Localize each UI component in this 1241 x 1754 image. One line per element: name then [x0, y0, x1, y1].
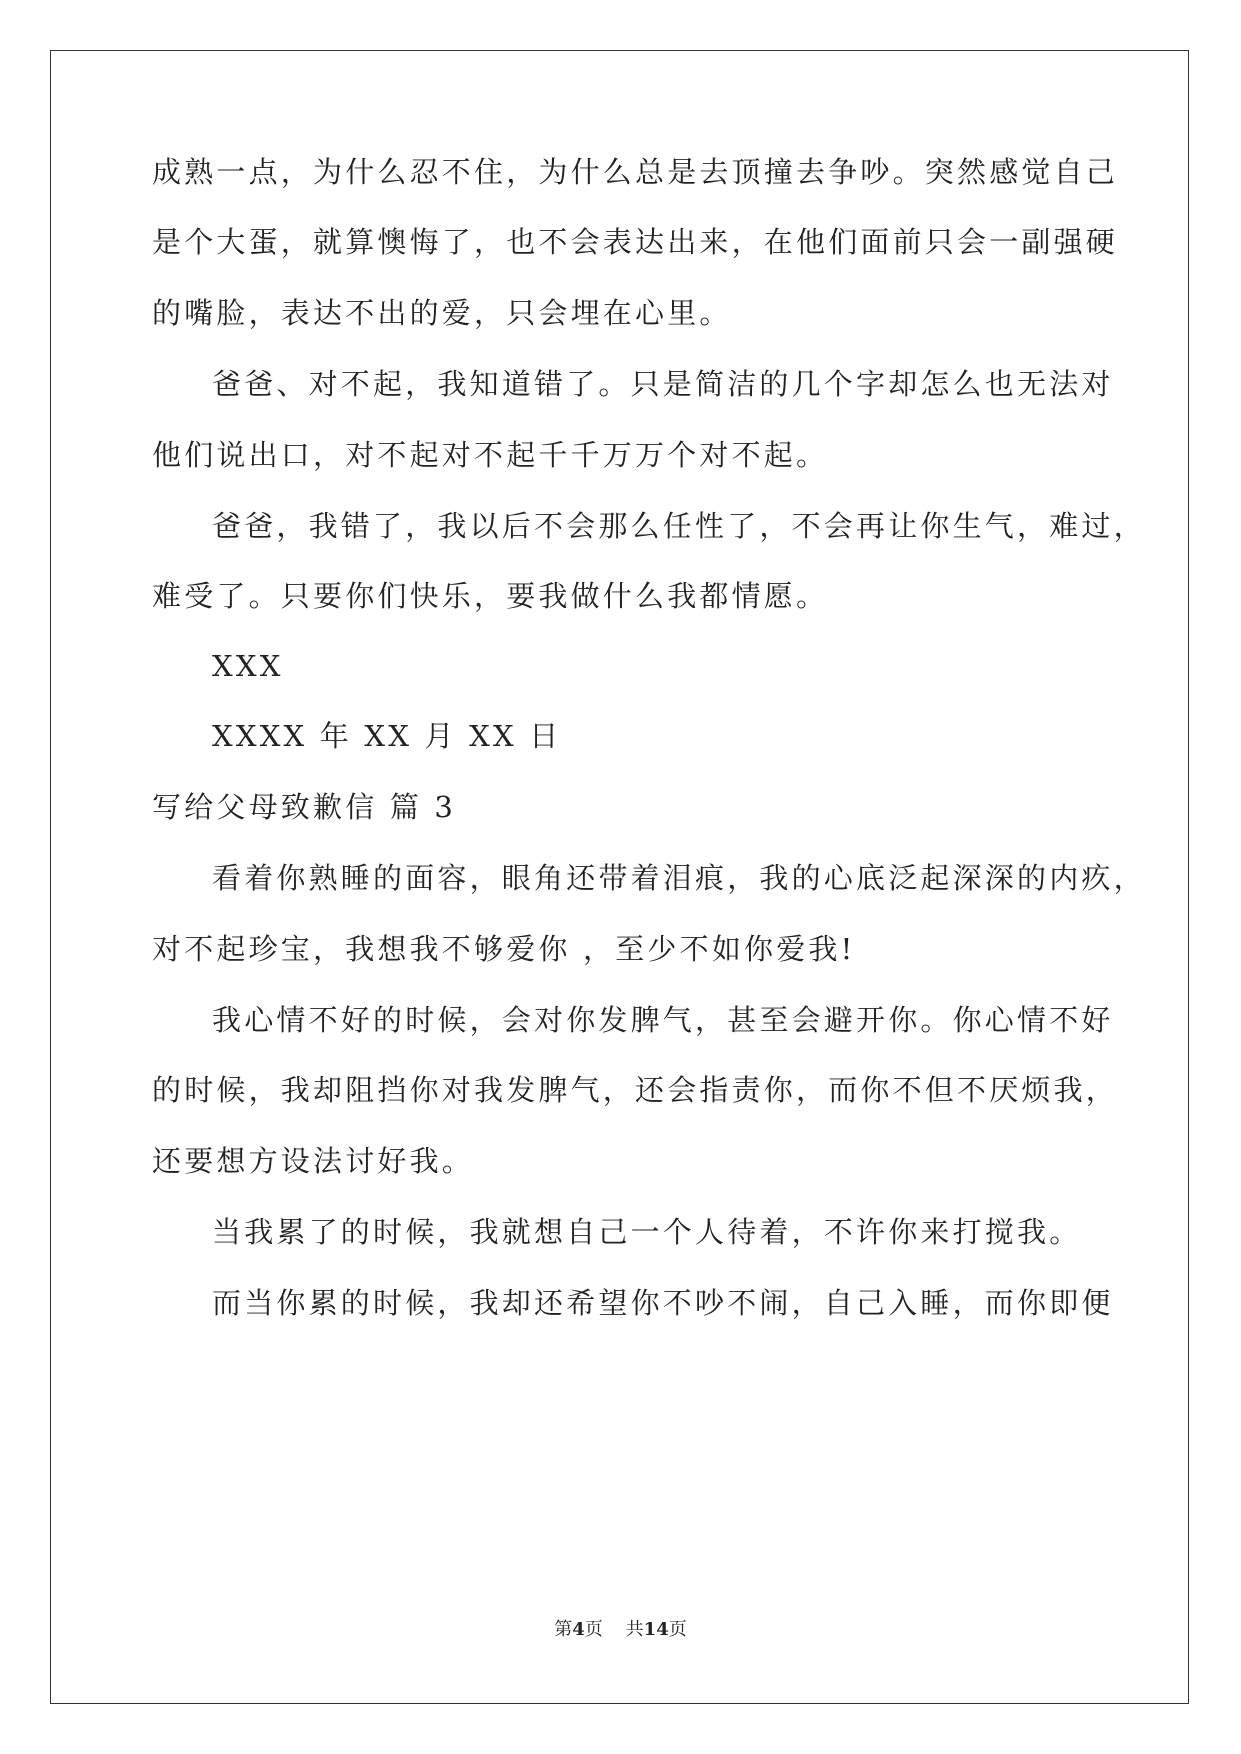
page-current: 4: [572, 1619, 585, 1640]
body-text-line: 对不起珍宝，我想我不够爱你 ，至少不如你爱我!: [152, 932, 856, 966]
body-text-line: 是个大蛋，就算懊悔了，也不会表达出来，在他们面前只会一副强硬: [152, 225, 1119, 259]
page-prefix: 第: [554, 1619, 573, 1640]
body-text-line: 爸爸，我错了，我以后不会那么任性了，不会再让你生气，难过，: [212, 509, 1146, 543]
body-text-line: 他们说出口，对不起对不起千千万万个对不起。: [152, 438, 829, 472]
signature-name: XXX: [212, 649, 284, 683]
body-text-line: 看着你熟睡的面容，眼角还带着泪痕，我的心底泛起深深的内疚，: [212, 861, 1146, 895]
body-text-line: 的嘴脸，表达不出的爱，只会埋在心里。: [152, 296, 732, 330]
body-text-line: 难受了。只要你们快乐，要我做什么我都情愿。: [152, 579, 829, 613]
body-text-line: 爸爸、对不起，我知道错了。只是简洁的几个字却怎么也无法对: [212, 367, 1114, 401]
body-text-line: 当我累了的时候，我就想自己一个人待着，不许你来打搅我。: [212, 1215, 1082, 1249]
total-suffix: 页: [668, 1619, 687, 1640]
page-total: 14: [643, 1619, 669, 1640]
body-text-line: 成熟一点，为什么忍不住，为什么总是去顶撞去争吵。突然感觉自己: [152, 155, 1119, 189]
body-text-line: 的时候，我却阻挡你对我发脾气，还会指责你，而你不但不厌烦我，: [152, 1073, 1119, 1107]
body-text-line: 我心情不好的时候，会对你发脾气，甚至会避开你。你心情不好: [212, 1003, 1114, 1037]
signature-date: XXXX 年 XX 月 XX 日: [212, 719, 562, 753]
body-text-line: 而当你累的时候，我却还希望你不吵不闹，自己入睡，而你即便: [212, 1286, 1114, 1320]
page-footer: [0, 1618, 1241, 1642]
body-text-line: 还要想方设法讨好我。: [152, 1144, 475, 1178]
page-suffix: 页: [584, 1619, 603, 1640]
total-prefix: 共: [625, 1619, 644, 1640]
section-heading: 写给父母致歉信 篇 3: [152, 790, 457, 824]
